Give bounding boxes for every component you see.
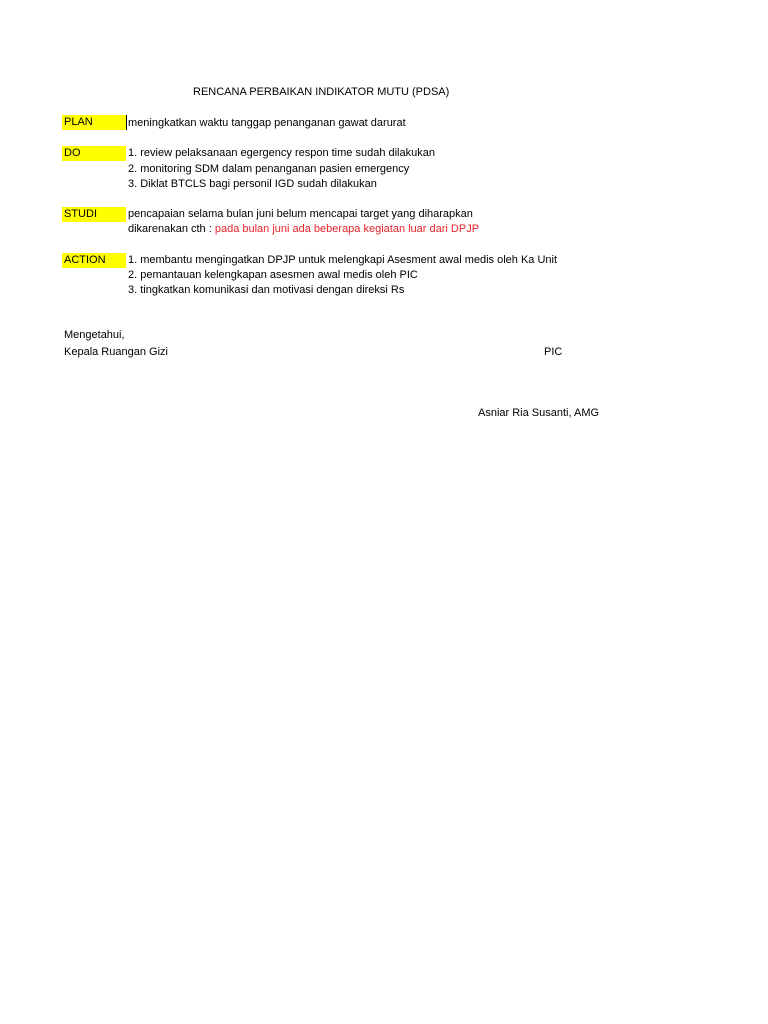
studi-label: STUDI [62, 207, 126, 222]
studi-reason-prefix: dikarenakan cth : [128, 223, 215, 235]
text-cursor [126, 115, 127, 130]
action-item-1: 1. membantu mengingatkan DPJP untuk melengkapi Asesment awal medis oleh Ka Unit [128, 254, 558, 266]
action-item-2: 2. pemantauan kelengkapan asesmen awal medis oleh PIC [128, 269, 418, 281]
do-label: DO [62, 146, 126, 161]
studi-text-2 [128, 222, 479, 236]
document-title: RENCANA PERBAIKAN INDIKATOR MUTU (PDSA) [193, 86, 450, 98]
do-item-1: 1. review pelaksanaan egergency respon time sudah dilakukan [128, 147, 435, 159]
acknowledged-label: Mengetahui, [64, 329, 125, 341]
right-signer-name: Asniar Ria Susanti, AMG [478, 407, 600, 419]
studi-reason-emphasis: pada bulan juni ada beberapa kegiatan luar dari DPJP [214, 223, 480, 235]
left-signer-role: Kepala Ruangan Gizi [64, 346, 168, 358]
action-label: ACTION [62, 253, 126, 268]
do-item-3: 3. Diklat BTCLS bagi personil IGD sudah dilakukan [128, 178, 377, 190]
right-signer-role: PIC [544, 346, 563, 358]
action-item-3: 3. tingkatkan komunikasi dan motivasi dengan direksi Rs [128, 284, 405, 296]
do-item-2: 2. monitoring SDM dalam penanganan pasien emergency [128, 163, 410, 175]
plan-text: meningkatkan waktu tanggap penanganan gawat darurat [128, 117, 406, 129]
plan-label: PLAN [62, 115, 126, 130]
studi-text-1: pencapaian selama bulan juni belum mencapai target yang diharapkan [128, 208, 473, 220]
